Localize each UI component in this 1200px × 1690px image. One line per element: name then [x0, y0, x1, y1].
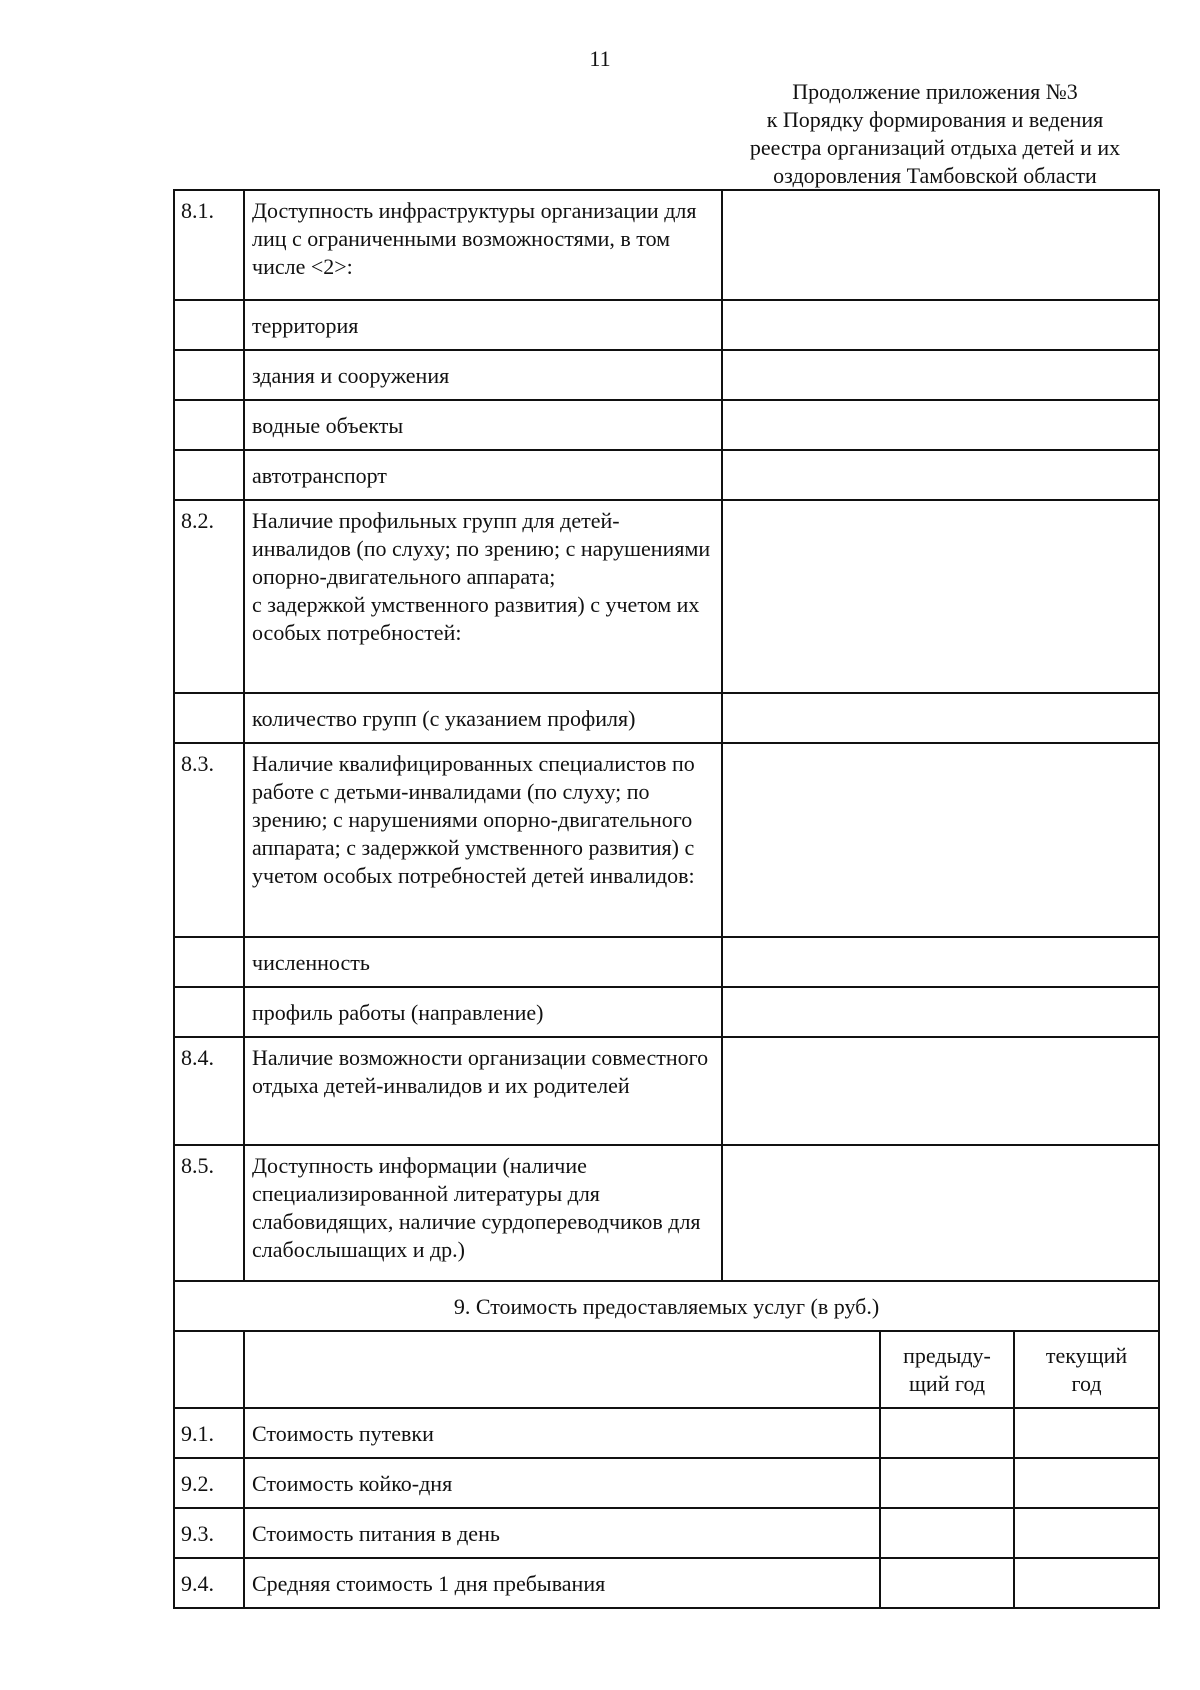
- header-line: оздоровления Тамбовской области: [773, 163, 1097, 188]
- value-cell: [722, 500, 1159, 693]
- value-cell: [722, 743, 1159, 937]
- table-row: [174, 1145, 1159, 1281]
- value-cell-current: [1014, 1558, 1159, 1608]
- table-row: [174, 1408, 1159, 1458]
- row-label: Доступность информации (наличие специализированной литературы для слабовидящих, наличие сурдопереводчиков для слабослышащих и др.): [244, 1145, 722, 1281]
- table-row: [174, 350, 1159, 400]
- page-number: 11: [589, 46, 611, 71]
- row-number: 8.5.: [174, 1145, 244, 1281]
- row-label: Наличие профильных групп для детей-инвалидов (по слуху; по зрению; с нарушениями опорно-двигательного аппарата; с задержкой умственного развития) с учетом их особых потребностей:: [244, 500, 722, 693]
- table-row: [174, 400, 1159, 450]
- value-cell: [722, 1037, 1159, 1145]
- row-number: 8.2.: [174, 500, 244, 693]
- row-number: [174, 300, 244, 350]
- value-cell: [722, 400, 1159, 450]
- row-number: [174, 693, 244, 743]
- section-title: 9. Стоимость предоставляемых услуг (в руб.): [174, 1281, 1159, 1331]
- value-cell: [722, 450, 1159, 500]
- header-line: к Порядку формирования и ведения: [766, 107, 1104, 132]
- table-row: [174, 1558, 1159, 1608]
- value-cell-previous: [880, 1508, 1014, 1558]
- row-label: Стоимость путевки: [244, 1408, 880, 1458]
- table-row: [174, 190, 1159, 300]
- column-header-previous-year: предыду- щий год: [880, 1331, 1014, 1408]
- row-label: Средняя стоимость 1 дня пребывания: [244, 1558, 880, 1608]
- row-number: [174, 937, 244, 987]
- header-line: Продолжение приложения №3: [792, 79, 1078, 104]
- table-row: [174, 743, 1159, 937]
- value-cell: [722, 300, 1159, 350]
- appendix-header: [700, 78, 1170, 190]
- section-title-row: [174, 1281, 1159, 1331]
- column-header-current-year: текущий год: [1014, 1331, 1159, 1408]
- row-label: Стоимость питания в день: [244, 1508, 880, 1558]
- table-row: [174, 987, 1159, 1037]
- row-label: Доступность инфраструктуры организации для лиц с ограниченными возможностями, в том числе <2>:: [244, 190, 722, 300]
- column-header-row: [174, 1331, 1159, 1408]
- row-number: [174, 987, 244, 1037]
- registry-table: [173, 189, 1160, 1609]
- table-row: [174, 1458, 1159, 1508]
- row-number: 8.3.: [174, 743, 244, 937]
- value-cell: [722, 987, 1159, 1037]
- value-cell: [722, 1145, 1159, 1281]
- row-label: водные объекты: [244, 400, 722, 450]
- value-cell-previous: [880, 1558, 1014, 1608]
- row-label: Наличие возможности организации совместного отдыха детей-инвалидов и их родителей: [244, 1037, 722, 1145]
- value-cell-current: [1014, 1508, 1159, 1558]
- value-cell-current: [1014, 1408, 1159, 1458]
- row-number: 9.2.: [174, 1458, 244, 1508]
- empty-cell: [174, 1331, 244, 1408]
- row-number: [174, 350, 244, 400]
- table-row: [174, 300, 1159, 350]
- empty-cell: [244, 1331, 880, 1408]
- table-row: [174, 1037, 1159, 1145]
- row-number: 9.1.: [174, 1408, 244, 1458]
- row-number: 9.3.: [174, 1508, 244, 1558]
- row-number: 8.1.: [174, 190, 244, 300]
- value-cell-previous: [880, 1458, 1014, 1508]
- row-label: численность: [244, 937, 722, 987]
- table-row: [174, 450, 1159, 500]
- table-row: [174, 500, 1159, 693]
- table-row: [174, 693, 1159, 743]
- row-label: Наличие квалифицированных специалистов по работе с детьми-инвалидами (по слуху; по зрению; с нарушениями опорно-двигательного аппарата; с задержкой умственного развития) с учетом особых потребностей детей инвалидов:: [244, 743, 722, 937]
- value-cell-current: [1014, 1458, 1159, 1508]
- row-label: профиль работы (направление): [244, 987, 722, 1037]
- row-number: [174, 450, 244, 500]
- row-label: автотранспорт: [244, 450, 722, 500]
- value-cell: [722, 937, 1159, 987]
- table-row: [174, 1508, 1159, 1558]
- row-label: здания и сооружения: [244, 350, 722, 400]
- row-number: [174, 400, 244, 450]
- value-cell: [722, 190, 1159, 300]
- value-cell: [722, 350, 1159, 400]
- row-number: 9.4.: [174, 1558, 244, 1608]
- value-cell-previous: [880, 1408, 1014, 1458]
- header-line: реестра организаций отдыха детей и их: [749, 135, 1121, 160]
- row-label: территория: [244, 300, 722, 350]
- row-label: количество групп (с указанием профиля): [244, 693, 722, 743]
- row-number: 8.4.: [174, 1037, 244, 1145]
- value-cell: [722, 693, 1159, 743]
- table-row: [174, 937, 1159, 987]
- row-label: Стоимость койко-дня: [244, 1458, 880, 1508]
